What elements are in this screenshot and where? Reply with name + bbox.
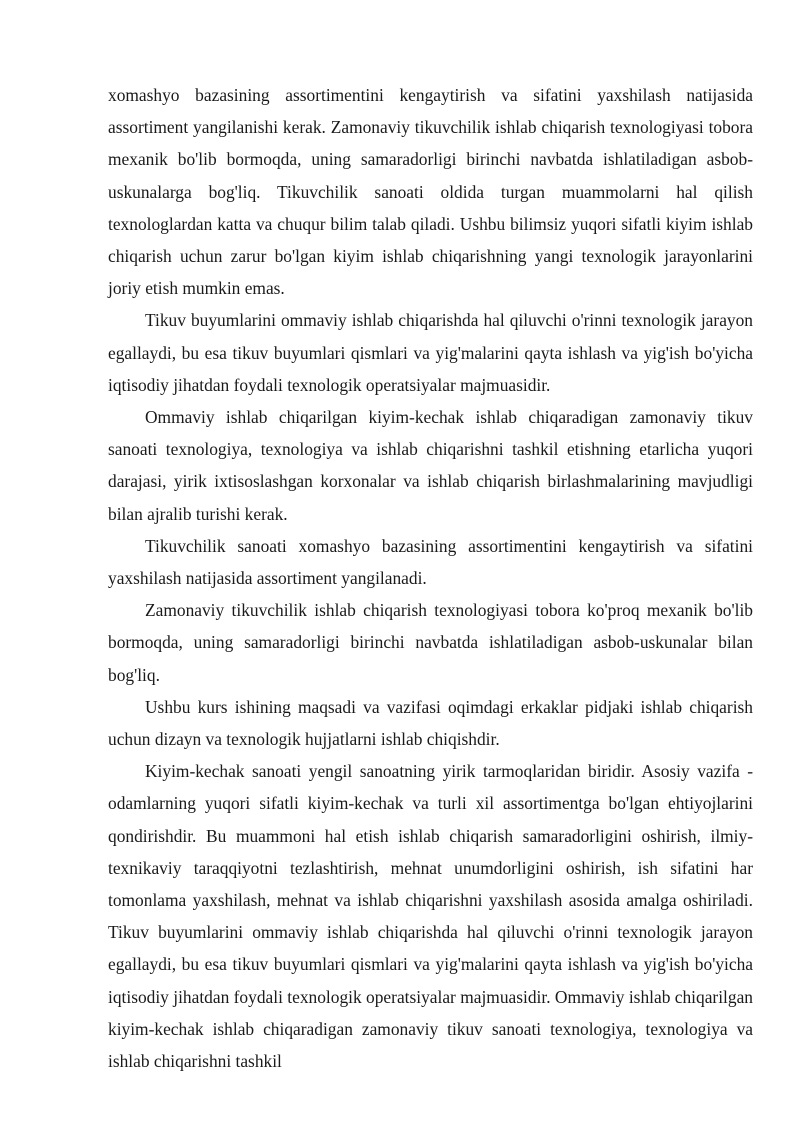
paragraph-technological-process: Tikuv buyumlarini ommaviy ishlab chiqarishda hal qiluvchi o'rinni texnologik jarayon egallaydi, bu esa tikuv buyumlari qismlari va yig'malarini qayta ishlash va yig'ish bo'yicha iqtisodiy jihatdan foydali texnologik operatsiyalar majmuasidir. [108,310,753,395]
paragraph-modern-technology: Zamonaviy tikuvchilik ishlab chiqarish texnologiyasi tobora ko'proq mexanik bo'lib bormoqda, uning samaradorligi birinchi navbatda ishlatiladigan asbob-uskunalar bilan bog'liq. [108,600,753,685]
paragraph-clothing-industry: Kiyim-kechak sanoati yengil sanoatning yirik tarmoqlaridan biridir. Asosiy vazifa - odamlarning yuqori sifatli kiyim-kechak va turli xil assortimentga bo'lgan ehtiyojlarini qondirishdir. Bu muammoni hal etish ishlab chiqarish samaradorligini oshirish, ilmiy-texnikaviy taraqqiyotni tezlashtirish, mehnat unumdorligini oshirish, ish sifatini har tomonlama yaxshilash, mehnat va ishlab chiqarishni yaxshilash asosida amalga oshiriladi. Tikuv buyumlarini ommaviy ishlab chiqarishda hal qiluvchi o'rinni texnologik jarayon egallaydi, bu esa tikuv buyumlari qismlari va yig'malarini qayta ishlash va yig'ish bo'yicha iqtisodiy jihatdan foydali texnologik operatsiyalar majmuasidir. Ommaviy ishlab chiqarilgan kiyim-kechak ishlab chiqaradigan zamonaviy tikuv sanoati texnologiya, texnologiya va ishlab chiqarishni tashkil [108,761,753,1072]
paragraph-continuation: xomashyo bazasining assortimentini kengaytirish va sifatini yaxshilash natijasida assortiment yangilanishi kerak. Zamonaviy tikuvchilik ishlab chiqarish texnologiyasi tobora mexanik bo'lib bormoqda, uning samaradorligi birinchi navbatda ishlatiladigan asbob-uskunalarga bog'liq. Tikuvchilik sanoati oldida turgan muammolarni hal qilish texnologlardan katta va chuqur bilim talab qiladi. Ushbu bilimsiz yuqori sifatli kiyim ishlab chiqarish uchun zarur bo'lgan kiyim ishlab chiqarishning yangi texnologik jarayonlarini joriy etish mumkin emas. [108,85,753,299]
paragraph-mass-production: Ommaviy ishlab chiqarilgan kiyim-kechak ishlab chiqaradigan zamonaviy tikuv sanoati texnologiya, texnologiya va ishlab chiqarishni tashkil etishning etarlicha yuqori darajasi, yirik ixtisoslashgan korxonalar va ishlab chiqarish birlashmalarining mavjudligi bilan ajralib turishi kerak. [108,407,753,524]
document-page [108,79,753,1077]
paragraph-course-goal: Ushbu kurs ishining maqsadi va vazifasi oqimdagi erkaklar pidjaki ishlab chiqarish uchun dizayn va texnologik hujjatlarni ishlab chiqishdir. [108,696,753,750]
paragraph-assortment: Tikuvchilik sanoati xomashyo bazasining assortimentini kengaytirish va sifatini yaxshilash natijasida assortiment yangilanadi. [108,535,753,589]
